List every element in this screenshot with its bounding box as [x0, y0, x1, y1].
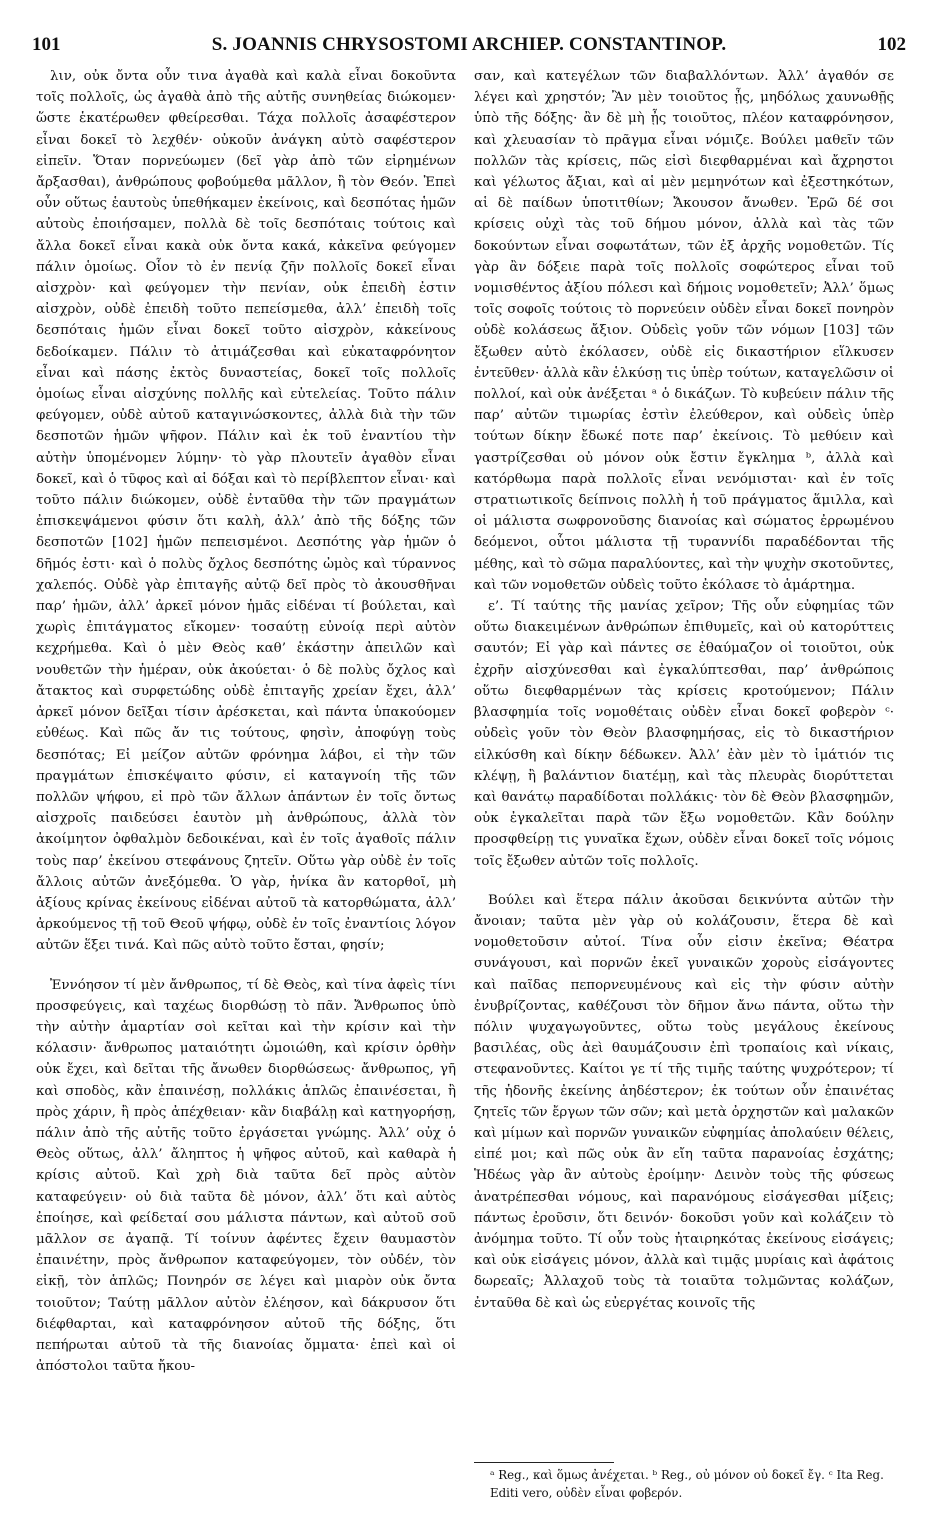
- footnotes: [490, 1466, 900, 1502]
- page-number-left: 101: [32, 34, 61, 55]
- page-number-right: 102: [877, 34, 906, 55]
- footnote-line: ᵃ Reg., καὶ ὅμως ἀνέχεται. ᵇ Reg., οὐ μόνον οὐ δοκεῖ ἔγ. ᶜ Ita Reg. Editi vero, οὐδὲν εἶναι φοβερόν.: [490, 1468, 884, 1500]
- section-paragraph: ε’. Τί ταύτης τῆς μανίας χεῖρον; Τῆς οὖν εὐφημίας τῶν οὕτω διακειμένων ἀνθρώπων ἐπιθυμεῖς, καὶ οὐ κατορύττεις σαυτόν; Εἰ γὰρ καὶ πάντες σε ἐθαύμαζον οἱ τοιοῦτοι, οὐκ ἐχρῆν αἰσχύνεσθαι καὶ ἐγκαλύπτεσθαι, παρ’ ἀνθρώποις οὕτω διεφθαρμένων τὰς κρίσεις κροτούμενον; Πάλιν βλασφημία τοῖς νομοθέταις οὐδὲν εἶναι δοκεῖ φοβερὸν ᶜ· οὐδεὶς γοῦν τὸν Θεὸν βλασφημήσας, εἰς τὸ δικαστήριον εἱλκύσθη καὶ δίκην δέδωκεν. Ἀλλ’ ἐὰν μὲν τὸ ἱμάτιόν τις κλέψῃ, ἢ βαλάντιον διατέμῃ, καὶ τὰς πλευρὰς διορύττεται καὶ θανάτῳ παραδίδοται πολλάκις· τὸν δὲ Θεὸν βλασφημῶν, οὐκ ἐγκαλεῖται παρὰ τῶν ἔξω νομοθετῶν. Κἂν δούλην προσφθείρῃ τις γυναῖκα ἔχων, οὐδὲν εἶναι δοκεῖ τοῖς νόμοις τοῖς ἔξωθεν αὐτῶν τοῖς πολλοῖς.: [474, 599, 894, 869]
- paragraph: σαν, καὶ κατεγέλων τῶν διαβαλλόντων. Ἀλλ’ ἀγαθόν σε λέγει καὶ χρηστόν; Ἂν μὲν τοιοῦτος ᾖς, μηδόλως χαυνωθῇς ὑπὸ τῆς δόξης· ἂν δὲ μὴ ᾖς τοιοῦτος, πλέον καταφρόνησον, καὶ χλευασίαν τὸ πρᾶγμα εἶναι νόμιζε. Βούλει μαθεῖν τῶν πολλῶν τὰς κρίσεις, πῶς εἰσὶ διεφθαρμέναι καὶ ἄχρηστοι καὶ γέλωτος ἄξιαι, καὶ αἱ μὲν μεμηνότων καὶ ἐξεστηκότων, αἱ δὲ παίδων ὑποτιτθίων; Ἄκουσον ἄνωθεν. Ἐρῶ δέ σοι κρίσεις οὐχὶ τὰς τοῦ δήμου μόνον, ἀλλὰ καὶ τὰς τῶν δοκούντων εἶναι σοφωτάτων, τῶν ἐξ ἀρχῆς νομοθετῶν. Τίς γὰρ ἂν δόξειε παρὰ τοῖς πολλοῖς σοφώτερος εἶναι τοῦ νομισθέντος ἀξίου πόλεσι καὶ δήμοις νομοθετεῖν; Ἀλλ’ ὅμως τοῖς σοφοῖς τούτοις τὸ πορνεύειν οὐδὲν εἶναι δοκεῖ πονηρὸν οὐδὲ κολάσεως ἄξιον. Οὐδεὶς γοῦν τῶν νόμων [103] τῶν ἔξωθεν αὐτὸ ἐκόλασεν, οὐδὲ εἰς δικαστήριον εἵλκυσεν ἐντεῦθεν· ἀλλὰ κἂν ἑλκύσῃ τις ὑπὲρ τούτων, καταγελῶσιν οἱ πολλοί, καὶ οὐκ ἀνέξεται ᵃ ὁ δικάζων. Τὸ κυβεύειν πάλιν τῆς παρ’ αὐτῶν τιμωρίας ἐστὶν ἐλεύθερον, καὶ οὐδεὶς ὑπὲρ τούτων δίκην ἔδωκέ ποτε παρ’ ἐκείνοις. Τὸ μεθύειν καὶ γαστρίζεσθαι οὐ μόνον οὐκ ἔστιν ἔγκλημα ᵇ, ἀλλὰ καὶ κατόρθωμα παρὰ πολλοῖς εἶναι νενόμισται· καὶ ἐν τοῖς στρατιωτικοῖς δείπνοις πολλὴ ἡ τοῦ πράγματος ἅμιλλα, καὶ οἱ μάλιστα σωφρονοῦσης διανοίας καὶ σώματος ἐρρωμένου δεόμενοι, οὗτοι μάλιστα τῇ τυραννίδι παραδέδονται τῆς μέθης, καὶ τὸ σῶμα παραλύοντες, καὶ τὴν ψυχὴν σκοτοῦντες, καὶ τῶν νομοθετῶν οὐδεὶς τοῦτο ἐκόλασε τὸ ἁμάρτημα.: [474, 69, 894, 593]
- paragraph: Ἐννόησον τί μὲν ἄνθρωπος, τί δὲ Θεὸς, καὶ τίνα ἀφεὶς τίνι προσφεύγεις, καὶ ταχέως διορθώσῃ τὸ πᾶν. Ἄνθρωπος ὑπὸ τὴν αὐτὴν ἁμαρτίαν σοὶ κεῖται καὶ τὴν κρίσιν καὶ τὴν κόλασιν· ἄνθρωπος ματαιότητι ὡμοιώθη, καὶ κρίσιν ὀρθὴν οὐκ ἔχει, καὶ δεῖται τῆς ἄνωθεν διορθώσεως· ἄνθρωπος, γῆ καὶ σποδὸς, κἂν ἐπαινέσῃ, πολλάκις ἁπλῶς ἐπαινέσεται, ἢ πρὸς χάριν, ἢ πρὸς ἀπέχθειαν· κἂν διαβάλῃ καὶ κατηγορήσῃ, πάλιν ἀπὸ τῆς αὐτῆς τοῦτο ἐργάσεται γνώμης. Ἀλλ’ οὐχ ὁ Θεὸς οὕτως, ἀλλ’ ἄληπτος ἡ ψῆφος αὐτοῦ, καὶ καθαρὰ ἡ κρίσις αὐτοῦ. Καὶ χρὴ διὰ ταῦτα δεῖ πρὸς αὐτὸν καταφεύγειν· οὐ διὰ ταῦτα δὲ μόνον, ἀλλ’ ὅτι καὶ αὐτὸς ἐποίησε, καὶ φείδεταί σου μάλιστα πάντων, καὶ αὐτοῦ σοῦ μᾶλλον σε ἀγαπᾷ. Τί τοίνυν ἀφέντες ἔχειν θαυμαστὸν ἐπαινέτην, πρὸς ἄνθρωπον καταφεύγομεν, τὸν οὐδέν, τὸν εἰκῇ, τὸν ἁπλῶς; Πονηρόν σε λέγει καὶ μιαρὸν οὐκ ὄντα τοιοῦτον; Ταύτῃ μᾶλλον αὐτὸν ἐλέησον, καὶ δάκρυσον ὅτι διέφθαρται, καὶ καταφρόνησον αὐτοῦ τῆς δόξης, ὅτι πεπήρωται αὐτοῦ τὰ τῆς διανοίας ὄμματα· ἐπεὶ καὶ οἱ ἀπόστολοι ταῦτα ἤκου-: [36, 977, 456, 1375]
- paragraph-gap: [474, 872, 894, 890]
- left-column: [36, 66, 456, 1377]
- running-title: S. JOANNIS CHRYSOSTOMI ARCHIEP. CONSTANTINOP.: [211, 34, 727, 55]
- paragraph-gap: [36, 957, 456, 975]
- running-header: [32, 34, 906, 58]
- paragraph: Βούλει καὶ ἕτερα πάλιν ἀκοῦσαι δεικνύντα αὐτῶν τὴν ἄνοιαν; ταῦτα μὲν γὰρ οὐ κολάζουσιν, ἕτερα δὲ καὶ νομοθετοῦσιν αὐτοί. Τίνα οὖν εἰσιν ἐκεῖνα; Θέατρα συνάγουσι, καὶ πορνῶν ἐκεῖ γυναικῶν χοροὺς εἰσάγοντες καὶ παῖδας πεπορνευμένους καὶ εἰς τὴν φύσιν αὐτὴν ἐνυβρίζοντας, καθέζουσι τὸν δῆμον ἄνω πάντα, οὕτω τὴν πόλιν ψυχαγωγοῦντες, οὕτω τοὺς μεγάλους ἐκείνους βασιλέας, οὓς ἀεὶ θαυμάζουσιν ἐπὶ τροπαίοις καὶ νίκαις, στεφανοῦντες. Καίτοι γε τί τῆς τιμῆς ταύτης ψυχρότερον; τί τῆς ἡδονῆς ἐκείνης ἀηδέστερον; ἐκ τούτων οὖν ἐπαινέτας ζητεῖς τῶν ἔργων τῶν σῶν; καὶ μετὰ ὀρχηστῶν καὶ μαλακῶν καὶ μίμων καὶ πορνῶν γυναικῶν εὐφημίας ἀπολαύειν θέλεις, εἰπέ μοι; καὶ πῶς οὐκ ἂν εἴη ταῦτα παρανοίας ἐσχάτης; Ἡδέως γὰρ ἂν αὐτοὺς ἐροίμην· Δεινὸν τοὺς τῆς φύσεως ἀνατρέπεσθαι νόμους, καὶ παρανόμους εἰσάγεσθαι μίξεις; πάντως ἐροῦσιν, ὅτι δεινόν· δοκοῦσι γοῦν καὶ κολάζειν τὸ ἀνόμημα τοῦτο. Τί οὖν τοὺς ἠταιρηκότας ἐκείνους εἰσάγεις; καὶ οὐκ εἰσάγεις μόνον, ἀλλὰ καὶ τιμᾷς μυρίαις καὶ ἀφάτοις δωρεαῖς; Ἀλλαχοῦ τοὺς τὰ τοιαῦτα τολμῶντας κολάζων, ἐνταῦθα δὲ καὶ ὡς εὐεργέτας κοινοῖς τῆς: [474, 892, 894, 1311]
- paragraph: λιν, οὐκ ὄντα οὖν τινα ἀγαθὰ καὶ καλὰ εἶναι δοκοῦντα τοῖς πολλοῖς, ὡς ἀγαθὰ ἀπὸ τῆς αὐτῆς συνηθείας διώκομεν· ὥστε ἑκατέρωθεν φθείρεσθαι. Τάχα πολλοῖς ἀσαφέστερον εἶναι δοκεῖ τὸ λεχθέν· οὐκοῦν ἀνάγκη αὐτὸ σαφέστερον εἰπεῖν. Ὅταν πορνεύωμεν (δεῖ γὰρ ἀπὸ τῶν εἰρημένων ἄρξασθαι), ἀνθρώπους φοβούμεθα μᾶλλον, ἢ τὸν Θεόν. Ἐπεὶ οὖν οὕτως ἑαυτοὺς ὑπεθήκαμεν ἐκείνοις, καὶ δεσπότας ἡμῶν αὐτοὺς ἐποιήσαμεν, πολλὰ δὲ τοῖς δεσπόταις τούτοις καὶ ἄλλα δοκεῖ εἶναι κακὰ οὐκ ὄντα κακά, κἀκεῖνα φεύγομεν πάλιν ὁμοίως. Οἷον τὸ ἐν πενίᾳ ζῆν πολλοῖς δοκεῖ εἶναι αἰσχρὸν· καὶ φεύγομεν τὴν πενίαν, οὐκ ἐπειδὴ ἐστιν αἰσχρὸν, οὐδὲ ἐπειδὴ τοῦτο πεπείσμεθα, ἀλλ’ ἐπειδὴ τοῖς δεσπόταις ἡμῶν εἶναι δοκεῖ τοῦτο αἰσχρὸν, κἀκείνους δεδοίκαμεν. Πάλιν τὸ ἀτιμάζεσθαι καὶ εὐκαταφρόνητον εἶναι καὶ πάσης ἐκτὸς δυναστείας, δοκεῖ τοῖς πολλοῖς ὁμοίως εἶναι αἰσχύνης πολλῆς καὶ εὐτελείας. Τοῦτο πάλιν φεύγομεν, οὐδὲ αὐτοῦ καταγινώσκοντες, ἀλλὰ διὰ τὴν τῶν δεσποτῶν ἡμῶν ψῆφον. Πάλιν καὶ ἐκ τοῦ ἐναντίου τὴν αὐτὴν ὑπομένομεν λύμην· τὸ γὰρ πλουτεῖν ἀγαθὸν εἶναι δοκεῖ, καὶ ὁ τῦφος καὶ αἱ δόξαι καὶ τὸ περίβλεπτον εἶναι· καὶ τοῦτο πάλιν διώκομεν, οὐδὲ ἐνταῦθα τὴν τῶν πραγμάτων ἐπισκεψάμενοι φύσιν ὅτι καλὴ, ἀλλ’ ἀπὸ τῆς δόξης τῶν δεσποτῶν [102] ἡμῶν πεπεισμένοι. Δεσπότης γὰρ ἡμῶν ὁ δῆμός ἐστι· καὶ ὁ πολὺς ὄχλος δεσπότης ὠμὸς καὶ τύραννος χαλεπός. Οὐδὲ γὰρ ἐπιταγῆς αὐτῷ δεῖ πρὸς τὸ ἀκουσθῆναι παρ’ ἡμῶν, ἀλλ’ ἀρκεῖ μόνον ἡμᾶς εἰδέναι τί βούλεται, καὶ χωρὶς ἐπιτάγματος εἴκομεν· τοσαύτῃ εὐνοίᾳ περὶ αὐτὸν κεχρήμεθα. Καὶ ὁ μὲν Θεὸς καθ’ ἑκάστην ἀπειλῶν καὶ νουθετῶν τὴν ἡμέραν, οὐκ ἀκούεται· ὁ δὲ πολὺς ὄχλος καὶ ἄτακτος καὶ συρφετώδης οὐδὲ ἐπιταγῆς χρείαν ἔχει, ἀλλ’ ἀρκεῖ μόνον δεῖξαι τίσιν ἀρέσκεται, καὶ πάντα ὑπακούομεν εὐθέως. Καὶ πῶς ἄν τις τούτους, φησὶν, ἀποφύγῃ τοὺς δεσπότας; Εἰ μείζον αὐτῶν φρόνημα λάβοι, εἰ τὴν τῶν πραγμάτων ἐπισκέψαιτο φύσιν, εἰ καταγνοίη τῆς τῶν πολλῶν ψήφου, εἰ πρὸ τῶν ἄλλων ἁπάντων ἐν τοῖς ὄντως αἰσχροῖς παιδεύσει ἑαυτὸν μὴ ἀνθρώπους, ἀλλὰ τὸν ἀκοίμητον ὀφθαλμὸν δεδοικέναι, καὶ ἐν τοῖς ἀγαθοῖς πάλιν τοὺς παρ’ ἐκείνου στεφάνους ζητεῖν. Οὕτω γὰρ οὐδὲ ἐν τοῖς ἄλλοις αὐτῶν ἀνεξόμεθα. Ὁ γὰρ, ἡνίκα ἂν κατορθοῖ, μὴ ἀξίους κρίνας ἐκείνους εἰδέναι αὐτοῦ τὰ κατορθώματα, ἀλλ’ ἀρκούμενος τῇ τοῦ Θεοῦ ψήφῳ, οὐδὲ ἐν τοῖς ἐναντίοις λόγον αὐτῶν ἕξει τινά. Καὶ πῶς αὐτὸ τοῦτο ἔσται, φησίν;: [36, 69, 456, 954]
- footnote-rule: [474, 1462, 614, 1463]
- right-column: [474, 66, 894, 1314]
